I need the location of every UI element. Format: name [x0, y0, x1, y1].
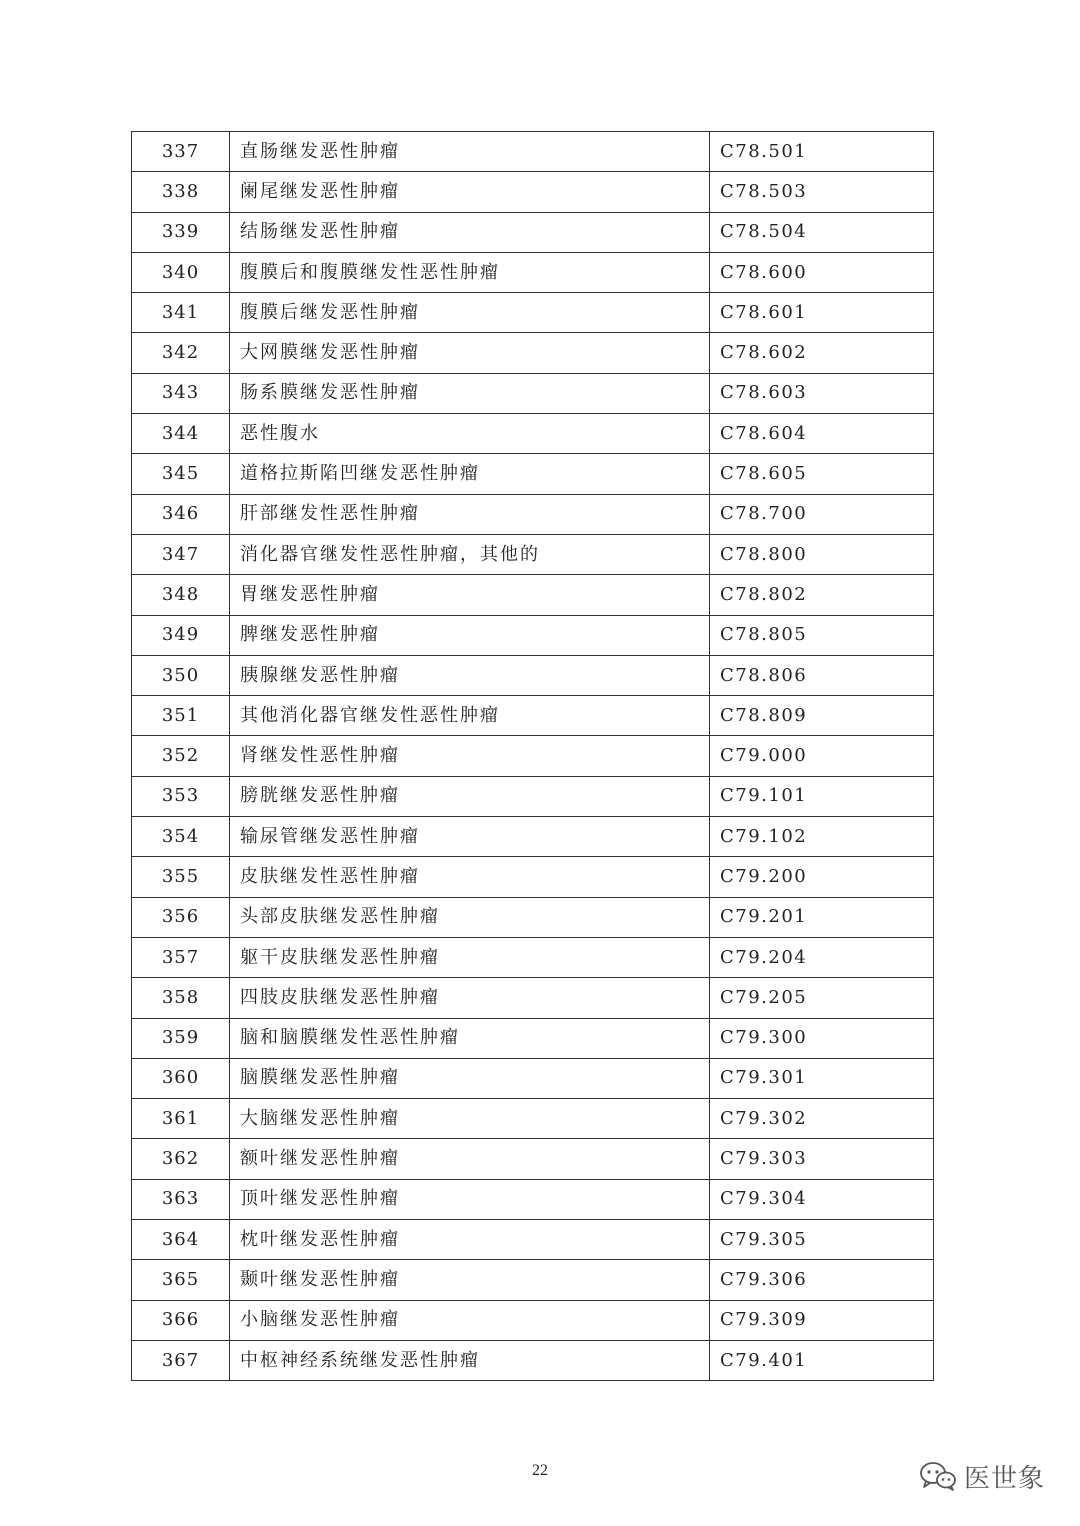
- diagnosis-code-cell: C79.305: [710, 1220, 934, 1260]
- diagnosis-name-cell: 腹膜后和腹膜继发性恶性肿瘤: [230, 252, 710, 292]
- table-row: [132, 817, 934, 857]
- diagnosis-code-cell: C78.806: [710, 655, 934, 695]
- row-number-cell: 353: [132, 776, 230, 816]
- table-row: [132, 494, 934, 534]
- table-row: [132, 1300, 934, 1340]
- row-number-cell: 339: [132, 212, 230, 252]
- diagnosis-code-cell: C79.300: [710, 1018, 934, 1058]
- table-row: [132, 172, 934, 212]
- diagnosis-name-cell: 中枢神经系统继发恶性肿瘤: [230, 1340, 710, 1380]
- watermark: [918, 1458, 1045, 1494]
- table-row: [132, 1340, 934, 1380]
- diagnosis-name-cell: 顶叶继发恶性肿瘤: [230, 1179, 710, 1219]
- table-row: [132, 293, 934, 333]
- table-row: [132, 373, 934, 413]
- diagnosis-name-cell: 额叶继发恶性肿瘤: [230, 1139, 710, 1179]
- row-number-cell: 362: [132, 1139, 230, 1179]
- table-row: [132, 333, 934, 373]
- table-row: [132, 615, 934, 655]
- table-row: [132, 1220, 934, 1260]
- diagnosis-name-cell: 其他消化器官继发性恶性肿瘤: [230, 696, 710, 736]
- diagnosis-name-cell: 大网膜继发恶性肿瘤: [230, 333, 710, 373]
- row-number-cell: 355: [132, 857, 230, 897]
- diagnosis-name-cell: 脾继发恶性肿瘤: [230, 615, 710, 655]
- row-number-cell: 364: [132, 1220, 230, 1260]
- table-row: [132, 978, 934, 1018]
- diagnosis-code-cell: C79.201: [710, 897, 934, 937]
- table-row: [132, 534, 934, 574]
- diagnosis-code-cell: C79.102: [710, 817, 934, 857]
- row-number-cell: 357: [132, 937, 230, 977]
- diagnosis-name-cell: 消化器官继发性恶性肿瘤，其他的: [230, 534, 710, 574]
- diagnosis-code-cell: C78.800: [710, 534, 934, 574]
- diagnosis-code-cell: C79.302: [710, 1099, 934, 1139]
- diagnosis-code-cell: C79.301: [710, 1058, 934, 1098]
- row-number-cell: 351: [132, 696, 230, 736]
- diagnosis-name-cell: 道格拉斯陷凹继发恶性肿瘤: [230, 454, 710, 494]
- wechat-icon: [918, 1460, 958, 1492]
- diagnosis-code-cell: C78.604: [710, 414, 934, 454]
- row-number-cell: 348: [132, 575, 230, 615]
- row-number-cell: 338: [132, 172, 230, 212]
- table-row: [132, 655, 934, 695]
- table-row: [132, 1058, 934, 1098]
- diagnosis-name-cell: 肠系膜继发恶性肿瘤: [230, 373, 710, 413]
- row-number-cell: 354: [132, 817, 230, 857]
- table-row: [132, 414, 934, 454]
- diagnosis-name-cell: 结肠继发恶性肿瘤: [230, 212, 710, 252]
- table-row: [132, 937, 934, 977]
- diagnosis-name-cell: 恶性腹水: [230, 414, 710, 454]
- row-number-cell: 350: [132, 655, 230, 695]
- diagnosis-code-cell: C79.200: [710, 857, 934, 897]
- row-number-cell: 340: [132, 252, 230, 292]
- row-number-cell: 359: [132, 1018, 230, 1058]
- row-number-cell: 361: [132, 1099, 230, 1139]
- diagnosis-name-cell: 肾继发性恶性肿瘤: [230, 736, 710, 776]
- row-number-cell: 345: [132, 454, 230, 494]
- page-number: 22: [532, 1462, 548, 1479]
- diagnosis-name-cell: 头部皮肤继发恶性肿瘤: [230, 897, 710, 937]
- row-number-cell: 352: [132, 736, 230, 776]
- diagnosis-name-cell: 小脑继发恶性肿瘤: [230, 1300, 710, 1340]
- table-row: [132, 132, 934, 172]
- diagnosis-name-cell: 脑和脑膜继发性恶性肿瘤: [230, 1018, 710, 1058]
- diagnosis-code-cell: C79.303: [710, 1139, 934, 1179]
- diagnosis-name-cell: 直肠继发恶性肿瘤: [230, 132, 710, 172]
- diagnosis-name-cell: 肝部继发性恶性肿瘤: [230, 494, 710, 534]
- table-row: [132, 736, 934, 776]
- table-body: [132, 132, 934, 1381]
- diagnosis-code-cell: C79.401: [710, 1340, 934, 1380]
- diagnosis-code-cell: C79.304: [710, 1179, 934, 1219]
- row-number-cell: 366: [132, 1300, 230, 1340]
- diagnosis-name-cell: 大脑继发恶性肿瘤: [230, 1099, 710, 1139]
- table-row: [132, 575, 934, 615]
- watermark-text: 医世象: [964, 1463, 1046, 1494]
- diagnosis-name-cell: 脑膜继发恶性肿瘤: [230, 1058, 710, 1098]
- diagnosis-code-cell: C78.601: [710, 293, 934, 333]
- diagnosis-name-cell: 胰腺继发恶性肿瘤: [230, 655, 710, 695]
- table-row: [132, 1179, 934, 1219]
- diagnosis-code-cell: C78.809: [710, 696, 934, 736]
- diagnosis-name-cell: 皮肤继发性恶性肿瘤: [230, 857, 710, 897]
- diagnosis-name-cell: 输尿管继发恶性肿瘤: [230, 817, 710, 857]
- diagnosis-name-cell: 阑尾继发恶性肿瘤: [230, 172, 710, 212]
- row-number-cell: 363: [132, 1179, 230, 1219]
- row-number-cell: 343: [132, 373, 230, 413]
- table-row: [132, 696, 934, 736]
- diagnosis-code-cell: C79.306: [710, 1260, 934, 1300]
- diagnosis-code-cell: C78.501: [710, 132, 934, 172]
- table-row: [132, 212, 934, 252]
- diagnosis-code-cell: C78.700: [710, 494, 934, 534]
- row-number-cell: 367: [132, 1340, 230, 1380]
- row-number-cell: 346: [132, 494, 230, 534]
- table-row: [132, 454, 934, 494]
- row-number-cell: 360: [132, 1058, 230, 1098]
- table-row: [132, 776, 934, 816]
- diagnosis-code-cell: C78.605: [710, 454, 934, 494]
- row-number-cell: 365: [132, 1260, 230, 1300]
- table-row: [132, 1139, 934, 1179]
- table-row: [132, 897, 934, 937]
- diagnosis-code-cell: C79.000: [710, 736, 934, 776]
- row-number-cell: 337: [132, 132, 230, 172]
- diagnosis-name-cell: 腹膜后继发恶性肿瘤: [230, 293, 710, 333]
- row-number-cell: 358: [132, 978, 230, 1018]
- row-number-cell: 349: [132, 615, 230, 655]
- diagnosis-code-cell: C79.205: [710, 978, 934, 1018]
- table-row: [132, 252, 934, 292]
- diagnosis-code-table: [131, 131, 934, 1381]
- diagnosis-code-cell: C78.504: [710, 212, 934, 252]
- row-number-cell: 356: [132, 897, 230, 937]
- diagnosis-code-cell: C78.600: [710, 252, 934, 292]
- table-row: [132, 1018, 934, 1058]
- diagnosis-code-cell: C78.602: [710, 333, 934, 373]
- diagnosis-code-cell: C79.101: [710, 776, 934, 816]
- diagnosis-code-cell: C79.204: [710, 937, 934, 977]
- diagnosis-code-cell: C78.805: [710, 615, 934, 655]
- diagnosis-name-cell: 颞叶继发恶性肿瘤: [230, 1260, 710, 1300]
- diagnosis-name-cell: 胃继发恶性肿瘤: [230, 575, 710, 615]
- diagnosis-name-cell: 膀胱继发恶性肿瘤: [230, 776, 710, 816]
- diagnosis-code-cell: C78.503: [710, 172, 934, 212]
- diagnosis-code-cell: C78.802: [710, 575, 934, 615]
- row-number-cell: 344: [132, 414, 230, 454]
- table-row: [132, 1099, 934, 1139]
- table-row: [132, 857, 934, 897]
- diagnosis-code-cell: C78.603: [710, 373, 934, 413]
- diagnosis-name-cell: 四肢皮肤继发恶性肿瘤: [230, 978, 710, 1018]
- row-number-cell: 341: [132, 293, 230, 333]
- diagnosis-name-cell: 枕叶继发恶性肿瘤: [230, 1220, 710, 1260]
- diagnosis-code-cell: C79.309: [710, 1300, 934, 1340]
- diagnosis-name-cell: 躯干皮肤继发恶性肿瘤: [230, 937, 710, 977]
- row-number-cell: 347: [132, 534, 230, 574]
- row-number-cell: 342: [132, 333, 230, 373]
- table-row: [132, 1260, 934, 1300]
